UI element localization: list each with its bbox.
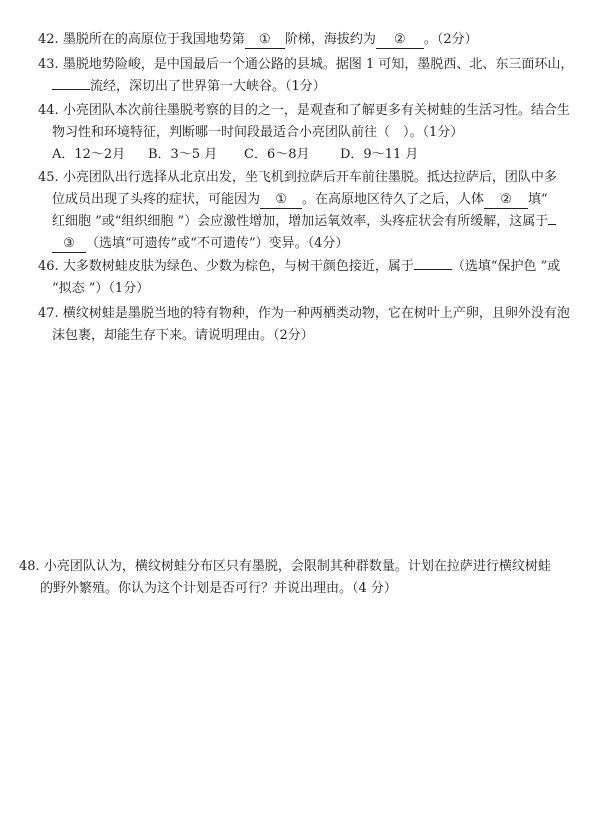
q45-line-3 <box>52 214 556 230</box>
q45-text-4c: （选填“可遗传”或“不可遗传”）变异。（4分） <box>86 236 349 251</box>
q48-text-1: 小亮团队认为，横纹树蛙分布区只有墨脱，会限制其种群数量。计划在拉萨进行横纹树蛙 <box>43 559 551 574</box>
q45-blank-2: ② <box>484 192 528 209</box>
q45-line-1 <box>38 170 557 186</box>
q46-number: 46. <box>38 259 59 274</box>
q48-text-2: 的野外繁殖。你认为这个计划是否可行？并说出理由。（4 分） <box>40 581 397 596</box>
q46-line-1 <box>38 259 560 275</box>
q44-option-d: D．9～11 月 <box>340 147 419 162</box>
q45-number: 45. <box>38 170 59 185</box>
q45-text-3: 红细胞 ”或“组织细胞 ”）会应激性增加，增加运氧效率，头疼症状会有所缓解，这属于 <box>52 214 549 229</box>
q44-text-2: 物习性和环境特征，判断哪一时间段最适合小亮团队前往（ ）。（1分） <box>52 125 464 140</box>
q48-line-1 <box>19 559 551 575</box>
q45-text-2a: 位成员出现了头疼的症状，可能因为 <box>52 192 261 207</box>
q43-text-2: 流经，深切出了世界第一大峡谷。（1分） <box>90 79 326 94</box>
q44-line-1 <box>38 103 570 119</box>
q46-line-2 <box>52 281 149 297</box>
q44-option-c: C．6～8月 <box>244 147 310 162</box>
q45-text-2d: 填“ <box>528 192 548 207</box>
q42-text-a: 墨脱所在的高原位于我国地势第 <box>62 32 245 47</box>
q45-blank-3-start <box>548 224 556 225</box>
q47-line-2 <box>52 328 314 344</box>
q43-line-1 <box>38 57 573 73</box>
q43-blank <box>52 89 90 90</box>
q46-text-2: “拟态 ”）（1分） <box>52 281 150 296</box>
q45-blank-1: ① <box>260 192 302 209</box>
q47-text-2: 沫包裹，却能生存下来。请说明理由。（2分） <box>52 328 314 343</box>
q45-blank-3: ③ <box>52 236 86 253</box>
q43-line-2 <box>52 79 326 95</box>
q44-line-2 <box>52 125 463 141</box>
q45-text-2c: 。在高原地区待久了之后，人体 <box>302 192 485 207</box>
q43-text-1: 墨脱地势险峻，是中国最后一个通公路的县城。据图 1 可知，墨脱西、北、东三面环山， <box>62 57 574 72</box>
q46-text-1a: 大多数树蛙皮肤为绿色、少数为棕色，与树干颜色接近，属于 <box>62 259 414 274</box>
q42-text-c: 阶梯，海拔约为 <box>284 32 376 47</box>
q48-number: 48. <box>19 559 40 574</box>
q44-option-b: B．3～5 月 <box>148 147 218 162</box>
q44-number: 44. <box>38 103 59 118</box>
q44-option-a: A．12～2月 <box>52 147 126 162</box>
q46-blank <box>414 269 452 270</box>
q42-blank-2: ② <box>376 32 424 49</box>
q45-text-1: 小亮团队出行选择从北京出发，坐飞机到拉萨后开车前往墨脱。抵达拉萨后，团队中多 <box>62 170 557 185</box>
q45-line-2 <box>52 192 548 209</box>
q47-line-1 <box>38 306 570 322</box>
q42-blank-1: ① <box>245 32 285 49</box>
q42-line <box>38 32 478 49</box>
q42-text-d: 。（2分） <box>423 32 478 47</box>
q47-number: 47. <box>38 306 59 321</box>
q42-number: 42. <box>38 32 59 47</box>
q45-line-4 <box>52 236 348 253</box>
q46-text-1b: （选填“保护色 ”或 <box>451 259 561 274</box>
q44-options <box>52 147 436 163</box>
q48-line-2 <box>40 581 397 597</box>
q47-text-1: 横纹树蛙是墨脱当地的特有物种，作为一种两栖类动物，它在树叶上产卵，且卵外没有泡 <box>62 306 570 321</box>
q44-text-1: 小亮团队本次前往墨脱考察的目的之一，是观查和了解更多有关树蛙的生活习性。结合生 <box>62 103 570 118</box>
q43-number: 43. <box>38 57 59 72</box>
